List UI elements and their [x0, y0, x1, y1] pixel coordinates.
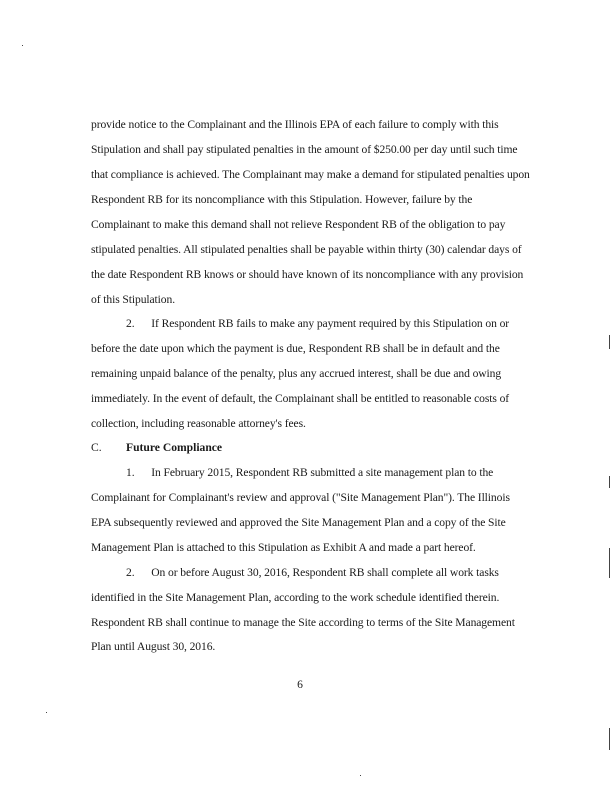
intro-line-7: the date Respondent RB knows or should have known of its noncompliance with any provision — [91, 268, 524, 281]
scan-mark — [46, 712, 47, 713]
scan-mark — [609, 548, 610, 578]
scan-mark — [609, 728, 610, 750]
paragraph-c2-line-3: Respondent RB shall continue to manage the Site according to terms of the Site Management — [91, 616, 515, 629]
intro-line-3: that compliance is achieved. The Complainant may make a demand for stipulated penalties upon — [91, 168, 530, 181]
paragraph-c1-line-3: EPA subsequently reviewed and approved the Site Management Plan and a copy of the Site — [91, 516, 506, 529]
paragraph-2-line-5: collection, including reasonable attorney's fees. — [91, 417, 306, 430]
paragraph-c1-line-1: 1. In February 2015, Respondent RB submitted a site management plan to the — [126, 466, 494, 479]
page-number: 6 — [297, 678, 303, 691]
scan-mark — [609, 476, 610, 488]
paragraph-2-line-2: before the date upon which the payment is due, Respondent RB shall be in default and the — [91, 342, 500, 355]
scan-mark — [609, 335, 610, 349]
paragraph-2-line-1: 2. If Respondent RB fails to make any payment required by this Stipulation on or — [126, 317, 510, 330]
intro-line-1: provide notice to the Complainant and the Illinois EPA of each failure to comply with this — [91, 118, 499, 131]
paragraph-c1-line-4: Management Plan is attached to this Stipulation as Exhibit A and made a part hereof. — [91, 541, 476, 554]
paragraph-2-line-4: immediately. In the event of default, the Complainant shall be entitled to reasonable costs of — [91, 392, 510, 405]
intro-line-2: Stipulation and shall pay stipulated penalties in the amount of $250.00 per day until such time — [91, 143, 518, 156]
paragraph-c2-line-2: identified in the Site Management Plan, according to the work schedule identified therein. — [91, 591, 500, 604]
intro-line-8: of this Stipulation. — [91, 293, 175, 306]
intro-line-4: Respondent RB for its noncompliance with this Stipulation. However, failure by the — [91, 193, 473, 206]
scan-mark — [22, 45, 23, 46]
section-c-letter: C. — [91, 441, 102, 454]
paragraph-2-line-3: remaining unpaid balance of the penalty, plus any accrued interest, shall be due and owing — [91, 367, 502, 380]
paragraph-c1-line-2: Complainant for Complainant's review and approval ("Site Management Plan"). The Illinois — [91, 491, 510, 504]
intro-line-5: Complainant to make this demand shall not relieve Respondent RB of the obligation to pay — [91, 218, 506, 231]
intro-line-6: stipulated penalties. All stipulated penalties shall be payable within thirty (30) calendar days of — [91, 243, 522, 256]
paragraph-c2-line-4: Plan until August 30, 2016. — [91, 640, 216, 653]
scan-mark — [360, 775, 361, 776]
paragraph-c2-line-1: 2. On or before August 30, 2016, Respondent RB shall complete all work tasks — [126, 566, 499, 579]
section-c-title: Future Compliance — [126, 441, 223, 454]
